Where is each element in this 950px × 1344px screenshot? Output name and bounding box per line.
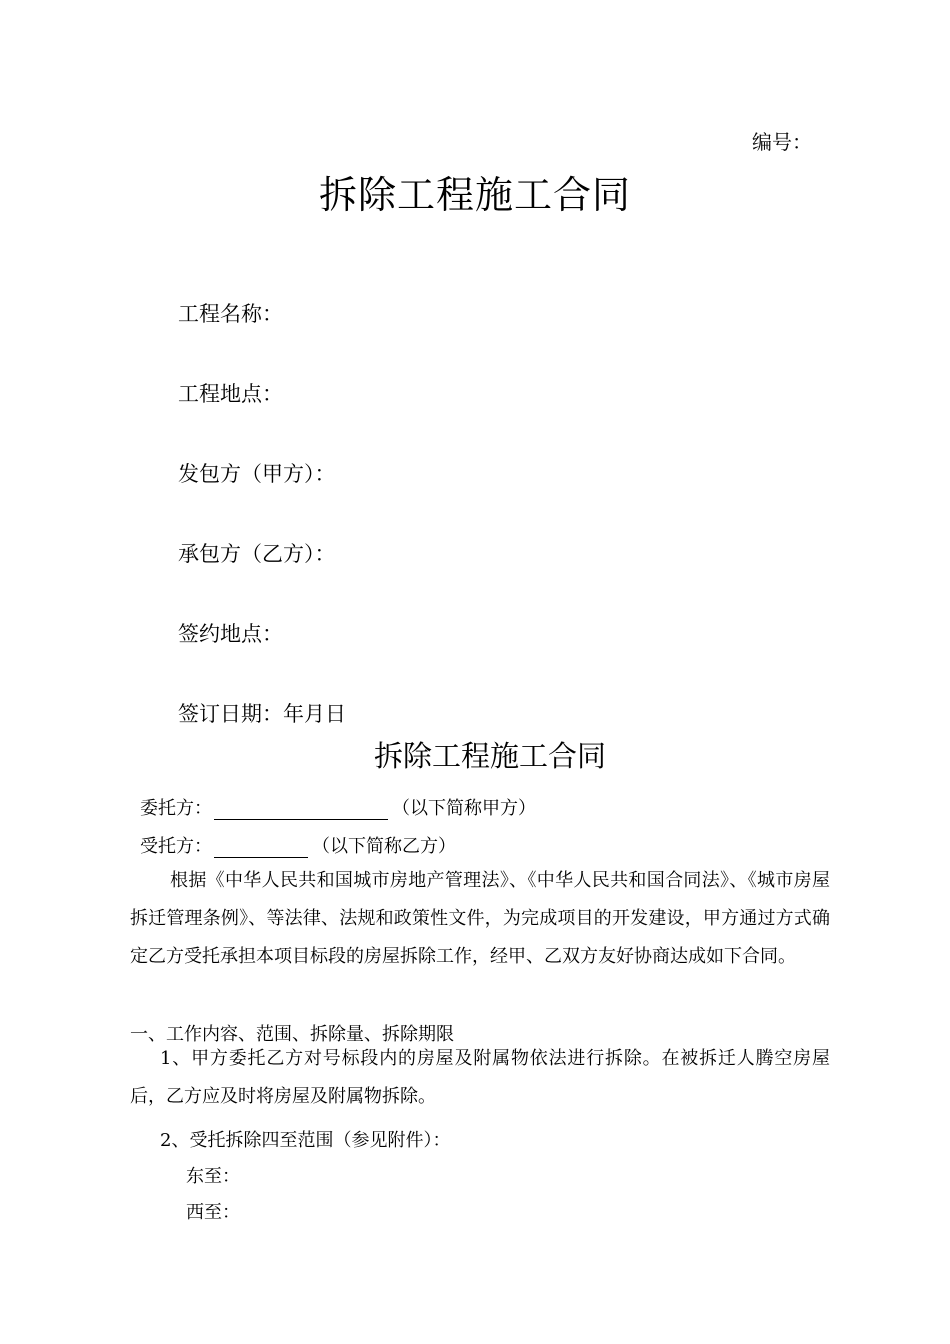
preamble-paragraph: 根据《中华人民共和国城市房地产管理法》、《中华人民共和国合同法》、《城市房屋拆迁管理条例》、等法律、法规和政策性文件，为完成项目的开发建设，甲方通过方式确定乙方受托承担本项目标段的房屋拆除工作，经甲、乙双方友好协商达成如下合同。 — [130, 870, 830, 967]
client-blank — [214, 799, 388, 820]
client-line — [140, 794, 536, 820]
contract-title: 拆除工程施工合同 — [373, 739, 606, 773]
item-1-paragraph: 1、甲方委托乙方对号标段内的房屋及附属物依法进行拆除。在被拆迁人腾空房屋后，乙方应及时将房屋及附属物拆除。 — [130, 1048, 830, 1107]
section-1-heading: 一、工作内容、范围、拆除量、拆除期限 — [130, 1024, 454, 1045]
contractor-line — [140, 832, 456, 858]
boundary-east: 东至： — [186, 1166, 240, 1187]
contractor-label: 受托方： — [140, 836, 212, 857]
field-project-name: 工程名称： — [178, 302, 283, 326]
item-2-paragraph: 2、受托拆除四至范围（参见附件）： — [160, 1130, 451, 1151]
contractor-blank — [214, 837, 308, 858]
field-signing-place: 签约地点： — [178, 622, 283, 646]
contractor-note: （以下简称乙方） — [312, 836, 456, 857]
client-label: 委托方： — [140, 798, 212, 819]
field-party-a: 发包方（甲方）： — [178, 462, 336, 486]
field-party-b: 承包方（乙方）： — [178, 542, 336, 566]
cover-title: 拆除工程施工合同 — [318, 173, 631, 217]
serial-number-label: 编号： — [752, 130, 812, 154]
boundary-west: 西至： — [186, 1202, 240, 1223]
field-project-location: 工程地点： — [178, 382, 283, 406]
client-note: （以下简称甲方） — [392, 798, 536, 819]
field-signing-date: 签订日期：年月日 — [178, 702, 346, 726]
